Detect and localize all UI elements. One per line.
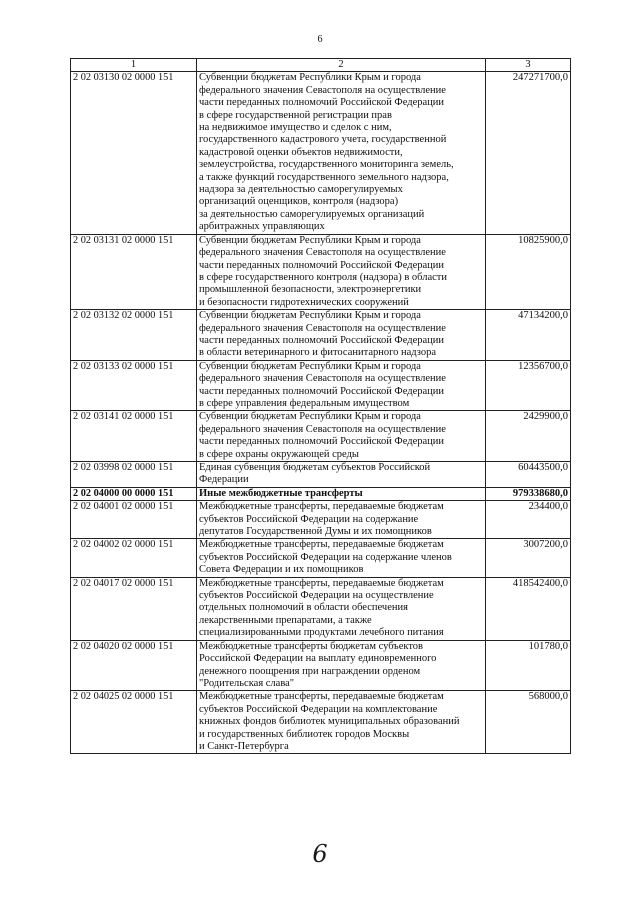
- table-row: [71, 462, 571, 488]
- row-amount-cell: 568000,0: [486, 691, 571, 754]
- row-code-cell: 2 02 04020 02 0000 151: [71, 640, 197, 691]
- row-code-cell: 2 02 04001 02 0000 151: [71, 501, 197, 539]
- row-amount-cell: 3007200,0: [486, 539, 571, 577]
- row-description-cell: Субвенции бюджетам Республики Крым и города федерального значения Севастополя на осуществление части переданных полномочий Российской Федерации в сфере государственной регистрации прав на недвижимое имущество и сделок с ним, государственного кадастрового учета, государственной кадастровой оценки объектов недвижимости, землеустройства, государственного мониторинга земель, а также функций государственного земельного надзора, надзора за деятельностью саморегулируемых организаций оценщиков, контроля (надзора) за деятельностью саморегулируемых организаций арбитражных управляющих: [197, 72, 486, 234]
- row-amount-cell: 234400,0: [486, 501, 571, 539]
- row-amount-cell: 247271700,0: [486, 72, 571, 234]
- row-code-cell: 2 02 03998 02 0000 151: [71, 462, 197, 488]
- row-code-cell: 2 02 04017 02 0000 151: [71, 577, 197, 640]
- row-amount-cell: 2429900,0: [486, 411, 571, 462]
- table-row: [71, 539, 571, 577]
- row-description-cell: Межбюджетные трансферты, передаваемые бюджетам субъектов Российской Федерации на содержание депутатов Государственной Думы и их помощников: [197, 501, 486, 539]
- row-description-cell: Субвенции бюджетам Республики Крым и города федерального значения Севастополя на осуществление части переданных полномочий Российской Федерации в сфере управления федеральным имуществом: [197, 360, 486, 411]
- column-header-amount: 3: [486, 59, 571, 72]
- row-amount-cell: 418542400,0: [486, 577, 571, 640]
- row-description-cell: Субвенции бюджетам Республики Крым и города федерального значения Севастополя на осуществление части переданных полномочий Российской Федерации в области ветеринарного и фитосанитарного надзора: [197, 310, 486, 361]
- row-code-cell: 2 02 03133 02 0000 151: [71, 360, 197, 411]
- page-number: 6: [317, 34, 323, 45]
- row-amount-cell: 47134200,0: [486, 310, 571, 361]
- row-description-cell: Субвенции бюджетам Республики Крым и города федерального значения Севастополя на осуществление части переданных полномочий Российской Федерации в сфере государственного контроля (надзора) в области промышленной безопасности, электроэнергетики и безопасности гидротехнических сооружений: [197, 234, 486, 309]
- row-code-cell: 2 02 04000 00 0000 151: [71, 487, 197, 500]
- row-description-cell: Межбюджетные трансферты, передаваемые бюджетам субъектов Российской Федерации на содержание членов Совета Федерации и их помощников: [197, 539, 486, 577]
- row-amount-cell: 979338680,0: [486, 487, 571, 500]
- row-description-cell: Межбюджетные трансферты, передаваемые бюджетам субъектов Российской Федерации на осуществление отдельных полномочий в области обеспечения лекарственными препаратами, а также специализированными продуктами лечебного питания: [197, 577, 486, 640]
- row-amount-cell: 101780,0: [486, 640, 571, 691]
- row-code-cell: 2 02 04025 02 0000 151: [71, 691, 197, 754]
- table-row: [71, 487, 571, 500]
- column-header-code: 1: [71, 59, 197, 72]
- row-description-cell: Субвенции бюджетам Республики Крым и города федерального значения Севастополя на осуществление части переданных полномочий Российской Федерации в сфере охраны окружающей среды: [197, 411, 486, 462]
- row-description-cell: Иные межбюджетные трансферты: [197, 487, 486, 500]
- row-code-cell: 2 02 03131 02 0000 151: [71, 234, 197, 309]
- row-amount-cell: 60443500,0: [486, 462, 571, 488]
- table-row: [71, 360, 571, 411]
- row-code-cell: 2 02 03141 02 0000 151: [71, 411, 197, 462]
- row-description-cell: Единая субвенция бюджетам субъектов Российской Федерации: [197, 462, 486, 488]
- table-row: [71, 72, 571, 234]
- row-code-cell: 2 02 03130 02 0000 151: [71, 72, 197, 234]
- table-row: [71, 640, 571, 691]
- table-header-row: [71, 59, 571, 72]
- row-code-cell: 2 02 04002 02 0000 151: [71, 539, 197, 577]
- column-header-description: 2: [197, 59, 486, 72]
- table-row: [71, 411, 571, 462]
- handwritten-page-mark: 6: [312, 840, 328, 868]
- row-description-cell: Межбюджетные трансферты бюджетам субъектов Российской Федерации на выплату единовременного денежного поощрения при награждении орденом "Родительская слава": [197, 640, 486, 691]
- table-row: [71, 691, 571, 754]
- table-row: [71, 234, 571, 309]
- table-row: [71, 577, 571, 640]
- row-amount-cell: 12356700,0: [486, 360, 571, 411]
- budget-revenue-table: [70, 58, 571, 754]
- row-code-cell: 2 02 03132 02 0000 151: [71, 310, 197, 361]
- row-amount-cell: 10825900,0: [486, 234, 571, 309]
- table-body: [71, 72, 571, 754]
- row-description-cell: Межбюджетные трансферты, передаваемые бюджетам субъектов Российской Федерации на комплектование книжных фондов библиотек муниципальных образований и государственных библиотек городов Москвы и Санкт-Петербурга: [197, 691, 486, 754]
- table-row: [71, 310, 571, 361]
- table-row: [71, 501, 571, 539]
